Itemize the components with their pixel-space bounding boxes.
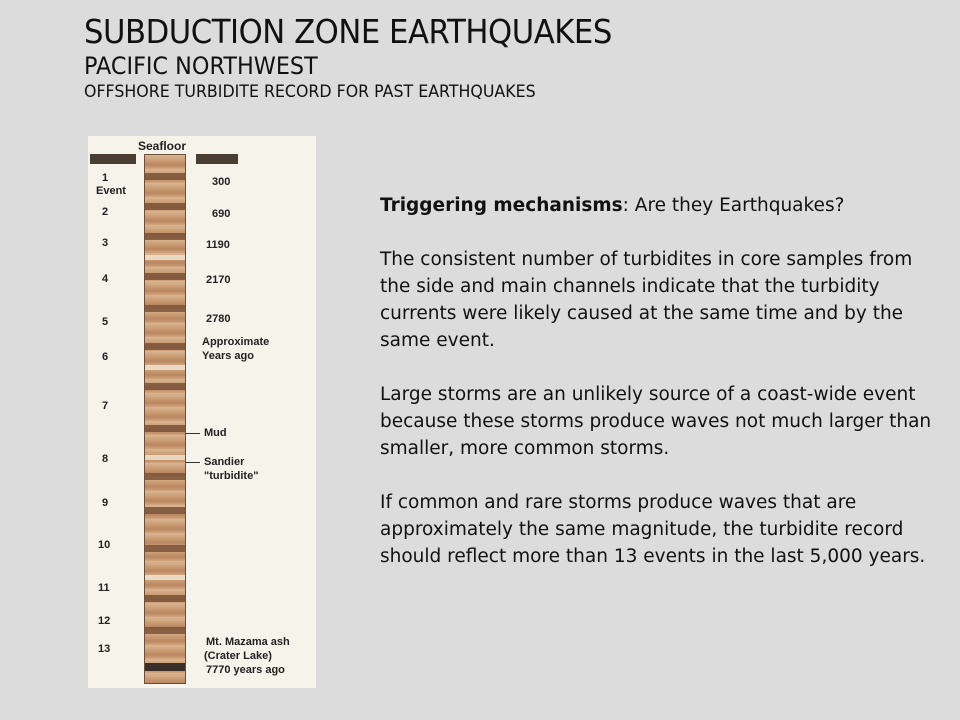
event-number-10: 10 [98, 539, 111, 551]
turbidite-band [145, 343, 185, 350]
mazama-label: Mt. Mazama ash [206, 636, 290, 648]
heading-paragraph [380, 192, 940, 219]
event-number-11: 11 [98, 582, 110, 594]
years-2780: 2780 [206, 313, 231, 325]
event-number-5: 5 [102, 316, 109, 328]
event-number-1: 1 [102, 172, 109, 184]
turbidite-band [145, 575, 185, 580]
event-number-4: 4 [102, 273, 109, 285]
turbidite-band [145, 173, 185, 180]
mazama-ash-layer [145, 663, 185, 671]
turbidite-band [145, 273, 185, 280]
event-number-9: 9 [102, 497, 109, 509]
event-number-3: 3 [102, 237, 109, 249]
turbidite-band [145, 233, 185, 240]
mud-label: Mud [204, 427, 227, 439]
approximate-label: Approximate [202, 336, 270, 348]
mud-pointer [186, 433, 200, 434]
turbidite-band [145, 365, 185, 370]
sandier-pointer [186, 462, 200, 463]
heading-bold: Triggering mechanisms [380, 195, 623, 216]
years-690: 690 [212, 208, 231, 220]
slide-subtitle-secondary: OFFSHORE TURBIDITE RECORD FOR PAST EARTHQUAKES [84, 82, 536, 102]
years-ago-label: Years ago [202, 350, 254, 362]
crater-lake-label: (Crater Lake) [204, 650, 272, 662]
paragraph-3: If common and rare storms produce waves that are approximately the same magnitude, the turbidite record should reflect more than 13 events in the last 5,000 years. [380, 492, 926, 567]
turbidite-core-figure [88, 136, 316, 688]
turbidite-band [145, 203, 185, 210]
mazama-years-label: 7770 years ago [206, 664, 285, 676]
turbidite-band [145, 627, 185, 634]
sediment-core [144, 154, 186, 684]
slide-subtitle: PACIFIC NORTHWEST [84, 52, 318, 80]
turbidite-band [145, 455, 185, 460]
sandier-label: Sandier [204, 456, 245, 468]
years-1190: 1190 [206, 239, 230, 251]
turbidite-label: "turbidite" [204, 470, 259, 482]
turbidite-band [145, 507, 185, 514]
slide-title: SUBDUCTION ZONE EARTHQUAKES [84, 12, 612, 51]
years-300: 300 [212, 176, 231, 188]
turbidite-band [145, 255, 185, 260]
heading-rest: : Are they Earthquakes? [622, 195, 845, 216]
turbidite-band [145, 383, 185, 390]
paragraph-1: The consistent number of turbidites in core samples from the side and main channels indicate that the turbidity currents were likely caused at the same time and by the same event. [380, 249, 913, 351]
body-text [380, 192, 940, 597]
event-label: Event [96, 185, 126, 197]
turbidite-band [145, 425, 185, 432]
event-number-8: 8 [102, 453, 109, 465]
turbidite-band [145, 595, 185, 602]
scale-cap-left [90, 154, 136, 164]
title-block [84, 12, 652, 104]
scale-cap-right [196, 154, 238, 164]
event-number-12: 12 [98, 615, 111, 627]
years-2170: 2170 [206, 274, 231, 286]
paragraph-2: Large storms are an unlikely source of a coast-wide event because these storms produce waves not much larger than smaller, more common storms. [380, 384, 932, 459]
event-number-7: 7 [102, 400, 109, 412]
event-number-2: 2 [102, 206, 109, 218]
seafloor-label: Seafloor [138, 139, 187, 153]
event-number-6: 6 [102, 351, 109, 363]
turbidite-band [145, 305, 185, 312]
turbidite-band [145, 473, 185, 480]
event-number-13: 13 [98, 643, 111, 655]
turbidite-band [145, 545, 185, 552]
